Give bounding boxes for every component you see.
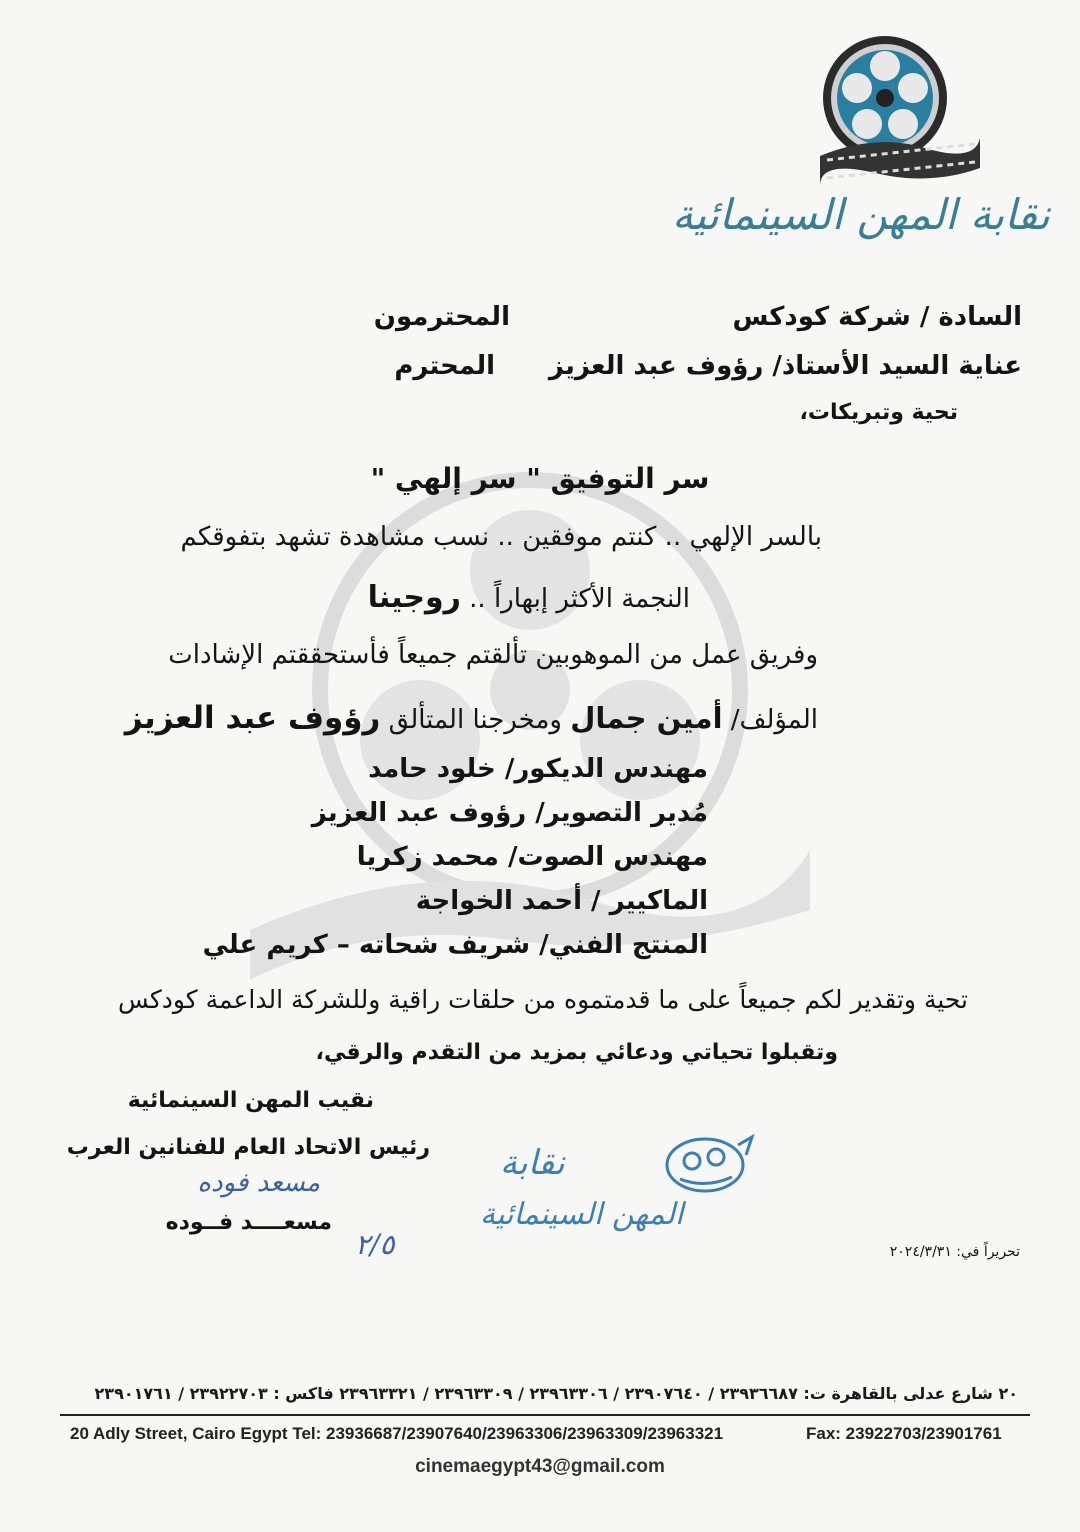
addressee-honorific-plural: المحترمون <box>373 302 510 332</box>
stamp-emblem-icon <box>660 1127 760 1197</box>
paragraph-star <box>368 580 690 615</box>
director-label: ومخرجنا المتألق <box>388 705 562 735</box>
footer-divider <box>60 1414 1030 1416</box>
footer-english-address: 20 Adly Street, Cairo Egypt Tel: 23936687/23907640/23963306/23963309/23963321 <box>70 1424 724 1443</box>
stamp-text-line1: نقابة <box>500 1143 565 1183</box>
stamp-text-line2: المهن السينمائية <box>480 1197 684 1232</box>
paragraph-success: بالسر الإلهي .. كنتم موفقين .. نسب مشاهدة تشهد بتفوقكم <box>180 522 822 552</box>
credit-photography: مُدير التصوير/ رؤوف عبد العزيز <box>311 798 708 828</box>
syndicate-logo-text: نقابة المهن السينمائية <box>672 190 1050 239</box>
signatory-name: مسعــــد فــوده <box>165 1210 332 1235</box>
signature-mark: ٢/٥ <box>355 1228 395 1261</box>
addressee-person: عناية السيد الأستاذ/ رؤوف عبد العزيز <box>548 351 1022 381</box>
credit-decor: مهندس الديكور/ خلود حامد <box>368 754 708 784</box>
author-label: المؤلف/ <box>730 705 818 735</box>
credit-producer: المنتج الفني/ شريف شحاته – كريم علي <box>202 930 708 960</box>
footer-arabic-address: ٢٠ شارع عدلى بالقاهرة ت: ٢٣٩٣٦٦٨٧ / ٢٣٩٠٧٦٤٠ / ٢٣٩٦٣٣٠٦ / ٢٣٩٦٣٣٠٩ / ٢٣٩٦٣٣٢١ فاكس : ٢٣٩٢٢٧٠٣ / ٢٣٩٠١٧٦١ <box>94 1384 1018 1403</box>
footer-email: cinemaegypt43@gmail.com <box>415 1456 665 1477</box>
paragraph-author-director <box>125 700 818 736</box>
signatory-title-1: نقيب المهن السينمائية <box>127 1088 374 1113</box>
star-prefix: النجمة الأكثر إبهاراً .. <box>469 584 690 614</box>
addressee-company: السادة / شركة كودكس <box>732 302 1022 332</box>
closing-line: وتقبلوا تحياتي ودعائي بمزيد من التقدم والرقي، <box>315 1040 838 1065</box>
addressee-honorific-singular: المحترم <box>394 351 495 381</box>
greeting: تحية وتبريكات، <box>799 400 958 425</box>
credit-sound: مهندس الصوت/ محمد زكريا <box>356 842 708 872</box>
handwritten-signature: مسعد فوده <box>197 1168 320 1198</box>
syndicate-stamp <box>460 1125 770 1255</box>
film-reel-logo <box>815 28 985 188</box>
signatory-title-2: رئيس الاتحاد العام للفنانين العرب <box>66 1135 430 1160</box>
letter-title: سر التوفيق " سر إلهي " <box>370 462 710 495</box>
credit-makeup: الماكيير / أحمد الخواجة <box>415 886 708 916</box>
star-name: روجينا <box>367 580 461 615</box>
letter-date: تحريراً في: ٢٠٢٤/٣/٣١ <box>889 1244 1020 1260</box>
thanks-line: تحية وتقدير لكم جميعاً على ما قدمتموه من حلقات راقية وللشركة الداعمة كودكس <box>117 985 968 1014</box>
paragraph-team: وفريق عمل من الموهوبين تألقتم جميعاً فأستحققتم الإشادات <box>168 640 818 670</box>
director-name: رؤوف عبد العزيز <box>124 700 381 736</box>
footer-fax: Fax: 23922703/23901761 <box>806 1424 1002 1443</box>
author-name: أمين جمال <box>570 701 723 735</box>
